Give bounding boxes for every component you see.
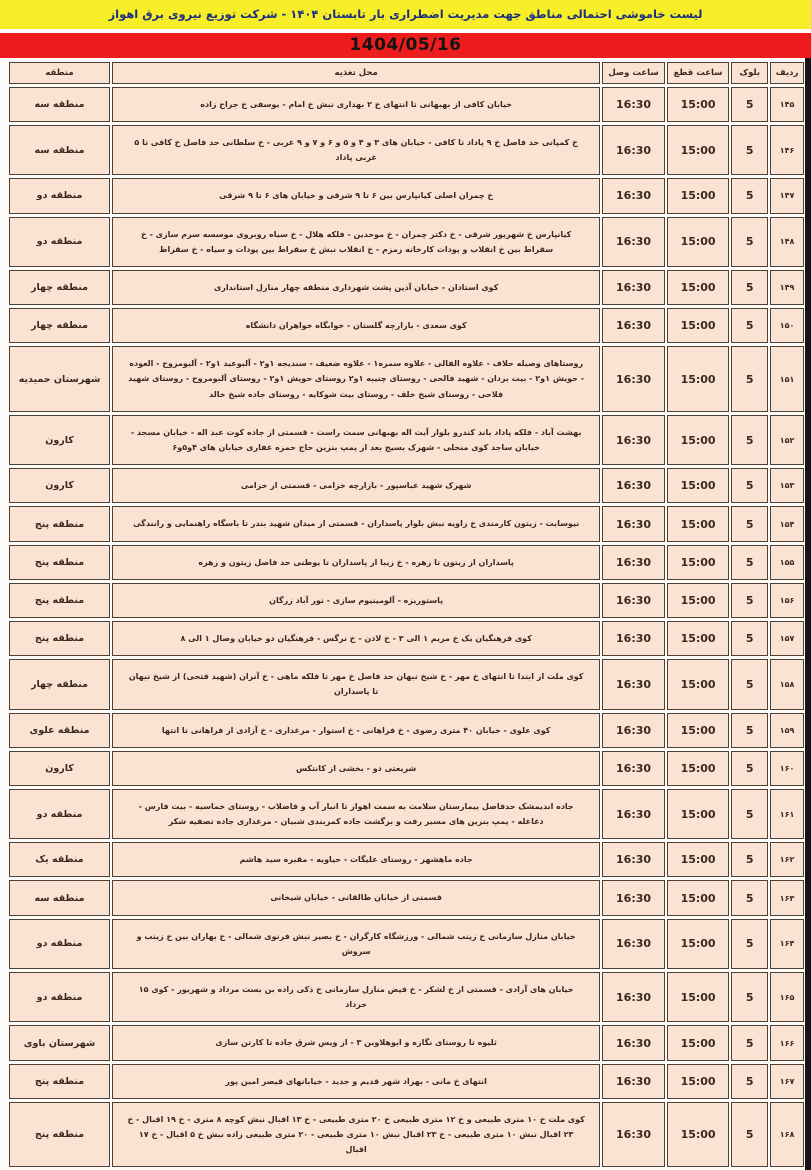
feed-location-cell: شریعتی دو - بخشی از کانتکس xyxy=(112,751,600,786)
row-number-cell: ۱۶۰ xyxy=(770,751,804,786)
cut-time-cell: 15:00 xyxy=(667,468,730,503)
connect-time-cell: 16:30 xyxy=(602,87,665,122)
block-cell: 5 xyxy=(731,583,768,618)
table-row xyxy=(9,1064,804,1099)
table-row xyxy=(9,506,804,541)
feed-location-cell: کوی ملت از ابتدا تا انتهای خ مهر - خ شیخ نبهان حد فاصل خ مهر تا فلکه ماهی - خ آنزان (شهید فتحی) از شیخ نبهان تا پاسداران xyxy=(112,659,600,709)
region-cell: شهرستان حمیدیه xyxy=(9,346,110,412)
region-cell: منطقه علوی xyxy=(9,713,110,748)
table-row xyxy=(9,1025,804,1060)
connect-time-cell: 16:30 xyxy=(602,972,665,1022)
table-row xyxy=(9,468,804,503)
row-number-cell: ۱۶۸ xyxy=(770,1102,804,1168)
block-cell: 5 xyxy=(731,751,768,786)
feed-location-cell: خ کمپانی حد فاصل خ ۹ پاداد تا کافی - خیابان های ۳ و ۴ و ۵ و ۶ و ۷ و ۹ غربی - خ سلطانی حد فاصل خ کافی تا ۵ غربی پاداد xyxy=(112,125,600,175)
feed-location-cell: کوی علوی - خیابان ۴۰ متری رضوی - خ فراهانی - خ استوار - مرغداری - خ آزادی از فراهانی تا انتها xyxy=(112,713,600,748)
table-row xyxy=(9,87,804,122)
cut-time-cell: 15:00 xyxy=(667,842,730,877)
feed-location-cell: روستاهای وصیله حلاف - علاوه الفالی - علاوه سمره۱ - علاوه ضعیف - سندیجه ۱و۲ - آلبوعید ۱و۲ - آلبومروح - العوده - حویش ۱و۲ - بیت بردان - شهید فالحی - روستای چنیبه ۱و۲ روستای حویش ۱و۲ - روستای آلبومروح - روستای شهید فلاحی - روستای شیخ خلف - روستای بیت شوکایه - روستای جاده شیخ خالد xyxy=(112,346,600,412)
feed-location-cell: خیابان کافی از بهبهانی تا انتهای خ ۲ بهداری نبش خ امام - یوسفی خ جراح زاده xyxy=(112,87,600,122)
table-row xyxy=(9,346,804,412)
row-number-cell: ۱۵۰ xyxy=(770,308,804,343)
block-cell: 5 xyxy=(731,659,768,709)
connect-time-cell: 16:30 xyxy=(602,506,665,541)
cut-time-cell: 15:00 xyxy=(667,880,730,915)
document-title-banner xyxy=(0,0,811,29)
block-cell: 5 xyxy=(731,972,768,1022)
table-row xyxy=(9,125,804,175)
block-cell: 5 xyxy=(731,545,768,580)
region-cell: منطقه یک xyxy=(9,842,110,877)
row-number-cell: ۱۵۶ xyxy=(770,583,804,618)
row-number-cell: ۱۵۵ xyxy=(770,545,804,580)
cut-time-cell: 15:00 xyxy=(667,270,730,305)
connect-time-cell: 16:30 xyxy=(602,880,665,915)
connect-time-cell: 16:30 xyxy=(602,842,665,877)
feed-location-cell: کوی سعدی - بازارچه گلستان - خوابگاه خواهران دانشگاه xyxy=(112,308,600,343)
region-cell: منطقه پنج xyxy=(9,545,110,580)
table-row xyxy=(9,545,804,580)
column-header-region: منطقه xyxy=(9,62,110,84)
table-header xyxy=(9,62,804,84)
connect-time-cell: 16:30 xyxy=(602,1064,665,1099)
connect-time-cell: 16:30 xyxy=(602,1102,665,1168)
connect-time-cell: 16:30 xyxy=(602,713,665,748)
cut-time-cell: 15:00 xyxy=(667,308,730,343)
region-cell: شهرستان باوی xyxy=(9,1025,110,1060)
feed-location-cell: پاسداران از زیتون تا زهره - خ زیبا از پاسداران تا یوطنی حد فاصل زیتون و زهره xyxy=(112,545,600,580)
block-cell: 5 xyxy=(731,1025,768,1060)
row-number-cell: ۱۴۷ xyxy=(770,178,804,213)
row-number-cell: ۱۴۵ xyxy=(770,87,804,122)
feed-location-cell: خیابان های آزادی - قسمتی از خ لشکر - خ فیض منازل سازمانی خ ذکی زاده بن بست مرداد و شهریور - کوی ۱۵ خرداد xyxy=(112,972,600,1022)
feed-location-cell: بهشت آباد - فلکه پاداد باند کندرو بلوار آیت اله بهبهانی سمت راست - قسمتی از جاده کوت عبد اله - خیابان مسجد - خیابان ساجد کوی منحلی - شهرک بسیج بعد از پمپ بنزین حاج حمزه غفاری خیابان های ۴و۵و۶ xyxy=(112,415,600,465)
date-bar xyxy=(0,33,811,58)
feed-location-cell: جاده اندیمشک حدفاصل بیمارستان سلامت به سمت اهواز تا انبار آب و فاضلاب - روستای خماسیه - بیت فارس - دغاغله - پمپ بنزین های مسیر رفت و برگشت جاده کمربندی شبیان - مرغداری جاده تصفیه شکر xyxy=(112,789,600,839)
connect-time-cell: 16:30 xyxy=(602,621,665,656)
feed-location-cell: پاستوریزه - آلومینیوم سازی - نور آباد زرگان xyxy=(112,583,600,618)
row-number-cell: ۱۴۹ xyxy=(770,270,804,305)
row-number-cell: ۱۵۴ xyxy=(770,506,804,541)
region-cell: منطقه دو xyxy=(9,178,110,213)
connect-time-cell: 16:30 xyxy=(602,919,665,969)
table-row xyxy=(9,621,804,656)
region-cell: منطقه چهار xyxy=(9,659,110,709)
feed-location-cell: نیوسایت - زیتون کارمندی خ زاویه نبش بلوار پاسداران - قسمتی از میدان شهید بندر تا باسگاه راهنمایی و رانندگی xyxy=(112,506,600,541)
document-title: لیست خاموشی احتمالی مناطق جهت مدیریت اضطراری بار تابستان ۱۴۰۴ - شرکت توزیع نیروی برق اهواز xyxy=(108,7,703,21)
table-row xyxy=(9,713,804,748)
outage-schedule-table xyxy=(7,59,806,1170)
feed-location-cell: کیانپارس خ شهریور شرقی - خ دکتر چمران - خ موحدین - فلکه هلال - خ سیاه روبروی موسسه سرم سازی - خ سقراط بین خ انقلاب و پودات کارخانه زمزم - خ انقلاب نبش خ سقراط بین پودات و سیاه - خ سقراط xyxy=(112,217,600,267)
connect-time-cell: 16:30 xyxy=(602,178,665,213)
table-row xyxy=(9,972,804,1022)
region-cell: کارون xyxy=(9,415,110,465)
row-number-cell: ۱۴۸ xyxy=(770,217,804,267)
cut-time-cell: 15:00 xyxy=(667,346,730,412)
block-cell: 5 xyxy=(731,125,768,175)
row-number-cell: ۱۴۶ xyxy=(770,125,804,175)
region-cell: منطقه دو xyxy=(9,972,110,1022)
table-row xyxy=(9,583,804,618)
cut-time-cell: 15:00 xyxy=(667,1102,730,1168)
block-cell: 5 xyxy=(731,217,768,267)
row-number-cell: ۱۶۶ xyxy=(770,1025,804,1060)
block-cell: 5 xyxy=(731,789,768,839)
connect-time-cell: 16:30 xyxy=(602,270,665,305)
connect-time-cell: 16:30 xyxy=(602,1025,665,1060)
feed-location-cell: قسمتی از خیابان طالقانی - خیابان شیخانی xyxy=(112,880,600,915)
block-cell: 5 xyxy=(731,842,768,877)
cut-time-cell: 15:00 xyxy=(667,1025,730,1060)
region-cell: منطقه پنج xyxy=(9,506,110,541)
region-cell: منطقه چهار xyxy=(9,270,110,305)
table-row xyxy=(9,308,804,343)
block-cell: 5 xyxy=(731,468,768,503)
connect-time-cell: 16:30 xyxy=(602,217,665,267)
region-cell: منطقه دو xyxy=(9,919,110,969)
feed-location-cell: انتهای خ مانی - بهزاد شهر قدیم و جدید - خیابانهای قیصر امین پور xyxy=(112,1064,600,1099)
table-row xyxy=(9,751,804,786)
column-header-feed-location: محل تغذیه xyxy=(112,62,600,84)
table-row xyxy=(9,270,804,305)
cut-time-cell: 15:00 xyxy=(667,713,730,748)
outage-table-body xyxy=(9,87,804,1168)
row-number-cell: ۱۵۸ xyxy=(770,659,804,709)
region-cell: کارون xyxy=(9,751,110,786)
block-cell: 5 xyxy=(731,415,768,465)
row-number-cell: ۱۶۱ xyxy=(770,789,804,839)
table-row xyxy=(9,789,804,839)
table-row xyxy=(9,919,804,969)
connect-time-cell: 16:30 xyxy=(602,125,665,175)
row-number-cell: ۱۵۲ xyxy=(770,415,804,465)
cut-time-cell: 15:00 xyxy=(667,506,730,541)
feed-location-cell: خ چمران اصلی کیانپارس بین ۶ تا ۹ شرقی و خیابان های ۶ تا ۹ شرقی xyxy=(112,178,600,213)
block-cell: 5 xyxy=(731,270,768,305)
cut-time-cell: 15:00 xyxy=(667,621,730,656)
row-number-cell: ۱۵۱ xyxy=(770,346,804,412)
cut-time-cell: 15:00 xyxy=(667,972,730,1022)
table-row xyxy=(9,842,804,877)
region-cell: منطقه سه xyxy=(9,125,110,175)
block-cell: 5 xyxy=(731,919,768,969)
row-number-cell: ۱۶۳ xyxy=(770,880,804,915)
cut-time-cell: 15:00 xyxy=(667,217,730,267)
column-header-cut-time: ساعت قطع xyxy=(667,62,730,84)
table-header-row xyxy=(9,62,804,84)
region-cell: منطقه سه xyxy=(9,880,110,915)
block-cell: 5 xyxy=(731,880,768,915)
block-cell: 5 xyxy=(731,713,768,748)
region-cell: منطقه پنج xyxy=(9,1064,110,1099)
connect-time-cell: 16:30 xyxy=(602,789,665,839)
table-row xyxy=(9,415,804,465)
feed-location-cell: کوی فرهنگیان یک خ مریم ۱ الی ۳ - خ لادن - خ نرگس - فرهنگیان دو خیابان وصال ۱ الی ۸ xyxy=(112,621,600,656)
region-cell: منطقه سه xyxy=(9,87,110,122)
cut-time-cell: 15:00 xyxy=(667,583,730,618)
column-header-block: بلوک xyxy=(731,62,768,84)
feed-location-cell: کوی ملت خ ۱۰ متری طبیعی و خ ۱۲ متری طبیعی خ ۲۰ متری طبیعی - خ ۱۳ اقبال نبش کوچه ۸ متری - خ ۱۹ اقبال - خ ۲۳ اقبال نبش ۱۰ متری طبیعی - خ ۲۳ اقبال نبش ۱۰ متری طبیعی - ۲۰ متری طبیعی زاده نبش خ ۵ اقبال - خ ۱۷ اقبال xyxy=(112,1102,600,1168)
region-cell: کارون xyxy=(9,468,110,503)
region-cell: منطقه پنج xyxy=(9,583,110,618)
connect-time-cell: 16:30 xyxy=(602,346,665,412)
table-row xyxy=(9,659,804,709)
cut-time-cell: 15:00 xyxy=(667,87,730,122)
cut-time-cell: 15:00 xyxy=(667,919,730,969)
cut-time-cell: 15:00 xyxy=(667,1064,730,1099)
feed-location-cell: شهرک شهید عباسپور - بازارچه خزامی - قسمتی از خزامی xyxy=(112,468,600,503)
date-value: 1404/05/16 xyxy=(349,34,462,55)
region-cell: منطقه چهار xyxy=(9,308,110,343)
table-row xyxy=(9,880,804,915)
block-cell: 5 xyxy=(731,87,768,122)
region-cell: منطقه پنج xyxy=(9,1102,110,1168)
cut-time-cell: 15:00 xyxy=(667,178,730,213)
row-number-cell: ۱۶۷ xyxy=(770,1064,804,1099)
cut-time-cell: 15:00 xyxy=(667,415,730,465)
connect-time-cell: 16:30 xyxy=(602,659,665,709)
row-number-cell: ۱۶۴ xyxy=(770,919,804,969)
feed-location-cell: کوی استادان - خیابان آذین پشت شهرداری منطقه چهار منازل استانداری xyxy=(112,270,600,305)
region-cell: منطقه دو xyxy=(9,789,110,839)
feed-location-cell: خیابان منازل سازمانی خ زینب شمالی - ورزشگاه کارگران - خ بصیر نبش فرنوی شمالی - خ بهاران بین خ زینب و سروش xyxy=(112,919,600,969)
cut-time-cell: 15:00 xyxy=(667,125,730,175)
feed-location-cell: ثلیوه تا روستای نگازه و ابوهلاوین ۳ - از ویس شرق جاده تا کارتن سازی xyxy=(112,1025,600,1060)
row-number-cell: ۱۵۳ xyxy=(770,468,804,503)
cut-time-cell: 15:00 xyxy=(667,751,730,786)
table-row xyxy=(9,1102,804,1168)
block-cell: 5 xyxy=(731,178,768,213)
row-number-cell: ۱۵۷ xyxy=(770,621,804,656)
table-row xyxy=(9,178,804,213)
connect-time-cell: 16:30 xyxy=(602,468,665,503)
cut-time-cell: 15:00 xyxy=(667,545,730,580)
connect-time-cell: 16:30 xyxy=(602,583,665,618)
row-number-cell: ۱۶۵ xyxy=(770,972,804,1022)
block-cell: 5 xyxy=(731,621,768,656)
block-cell: 5 xyxy=(731,1102,768,1168)
row-number-cell: ۱۵۹ xyxy=(770,713,804,748)
connect-time-cell: 16:30 xyxy=(602,308,665,343)
region-cell: منطقه پنج xyxy=(9,621,110,656)
block-cell: 5 xyxy=(731,1064,768,1099)
feed-location-cell: جاده ماهشهر - روستای علیگات - حیاویه - مقبره سید هاشم xyxy=(112,842,600,877)
row-number-cell: ۱۶۲ xyxy=(770,842,804,877)
connect-time-cell: 16:30 xyxy=(602,545,665,580)
column-header-connect-time: ساعت وصل xyxy=(602,62,665,84)
scan-edge-artifact xyxy=(805,58,811,1170)
column-header-row-number: ردیف xyxy=(770,62,804,84)
block-cell: 5 xyxy=(731,308,768,343)
region-cell: منطقه دو xyxy=(9,217,110,267)
connect-time-cell: 16:30 xyxy=(602,415,665,465)
connect-time-cell: 16:30 xyxy=(602,751,665,786)
cut-time-cell: 15:00 xyxy=(667,789,730,839)
block-cell: 5 xyxy=(731,506,768,541)
table-row xyxy=(9,217,804,267)
cut-time-cell: 15:00 xyxy=(667,659,730,709)
block-cell: 5 xyxy=(731,346,768,412)
